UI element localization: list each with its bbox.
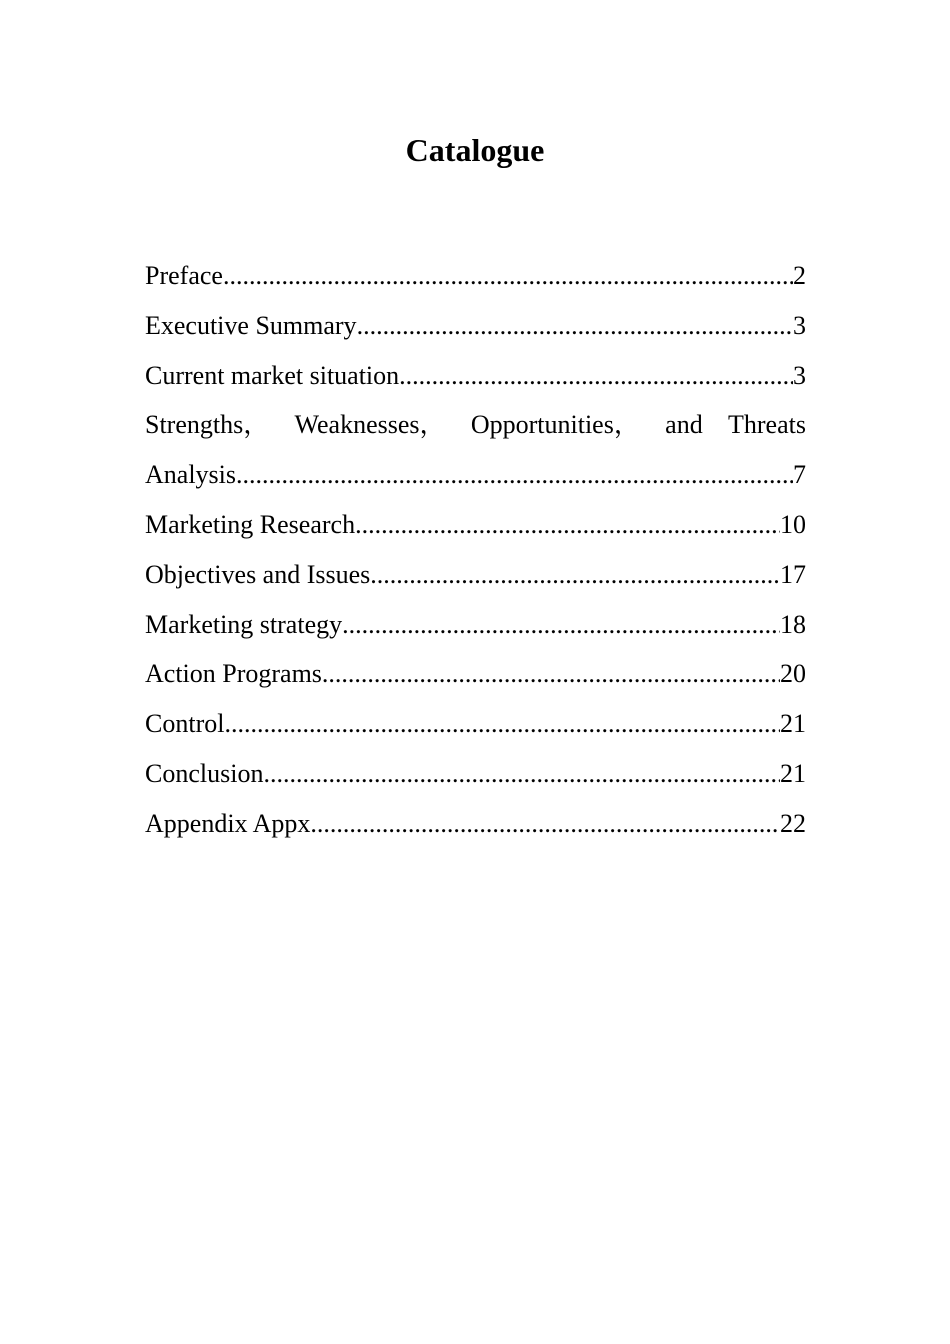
- toc-entry-label: Control: [145, 709, 225, 739]
- toc-leader-dots: [310, 799, 780, 849]
- toc-entry-label: Executive Summary: [145, 310, 357, 340]
- toc-entry-swot-analysis[interactable]: [145, 400, 806, 500]
- toc-entry-page: 7: [793, 460, 806, 490]
- toc-entry-conclusion[interactable]: [145, 749, 806, 799]
- toc-entry-label: Marketing Research: [145, 509, 356, 539]
- table-of-contents: [145, 251, 806, 849]
- toc-entry-label-word: Threats: [728, 410, 806, 440]
- toc-entry-page: 2: [793, 261, 806, 290]
- toc-entry-label: Appendix Appx: [145, 808, 311, 838]
- toc-entry-page: 21: [780, 709, 806, 739]
- toc-entry-page: 3: [793, 310, 806, 340]
- toc-entry-page: 18: [780, 609, 806, 639]
- toc-leader-dots: [342, 600, 780, 650]
- page-title: Catalogue: [405, 132, 545, 168]
- toc-entry-page: 17: [780, 559, 806, 589]
- toc-entry-page: 22: [780, 808, 806, 838]
- toc-entry-label-word: Strengths，: [145, 410, 270, 440]
- toc-entry-label-line-1: [145, 400, 806, 450]
- toc-entry-action-programs[interactable]: [145, 649, 806, 699]
- toc-entry-label-word: and: [665, 410, 703, 440]
- toc-entry-objectives-and-issues[interactable]: [145, 550, 806, 600]
- toc-entry-control[interactable]: [145, 699, 806, 749]
- toc-entry-current-market-situation[interactable]: [145, 351, 806, 401]
- toc-leader-dots: [357, 301, 793, 351]
- toc-entry-marketing-strategy[interactable]: [145, 600, 806, 650]
- toc-leader-dots: [236, 450, 793, 500]
- toc-leader-dots: [263, 749, 780, 799]
- toc-entry-page: 10: [780, 509, 806, 539]
- toc-entry-page: 20: [780, 659, 806, 689]
- toc-entry-appendix[interactable]: [145, 799, 806, 849]
- toc-entry-label-word: Weaknesses，: [294, 410, 446, 440]
- toc-leader-dots: [322, 649, 780, 699]
- toc-entry-label: Marketing strategy: [145, 609, 343, 639]
- toc-leader-dots: [224, 699, 780, 749]
- toc-entry-page: 3: [793, 360, 806, 390]
- toc-entry-label: Action Programs: [145, 659, 322, 689]
- toc-entry-label: Preface: [145, 261, 223, 290]
- toc-entry-preface[interactable]: [145, 251, 806, 301]
- toc-leader-dots: [355, 500, 780, 550]
- toc-entry-executive-summary[interactable]: [145, 301, 806, 351]
- toc-entry-label-line-2: [145, 450, 806, 500]
- toc-entry-label-word: Opportunities，: [470, 410, 640, 440]
- toc-entry-label: Conclusion: [145, 758, 264, 788]
- toc-leader-dots: [370, 550, 780, 600]
- toc-entry-label: Analysis: [145, 460, 236, 490]
- toc-entry-marketing-research[interactable]: [145, 500, 806, 550]
- toc-entry-page: 21: [780, 758, 806, 788]
- toc-entry-label: Objectives and Issues: [145, 559, 371, 589]
- toc-leader-dots: [399, 351, 793, 401]
- toc-leader-dots: [223, 251, 793, 301]
- toc-entry-label: Current market situation: [145, 360, 400, 390]
